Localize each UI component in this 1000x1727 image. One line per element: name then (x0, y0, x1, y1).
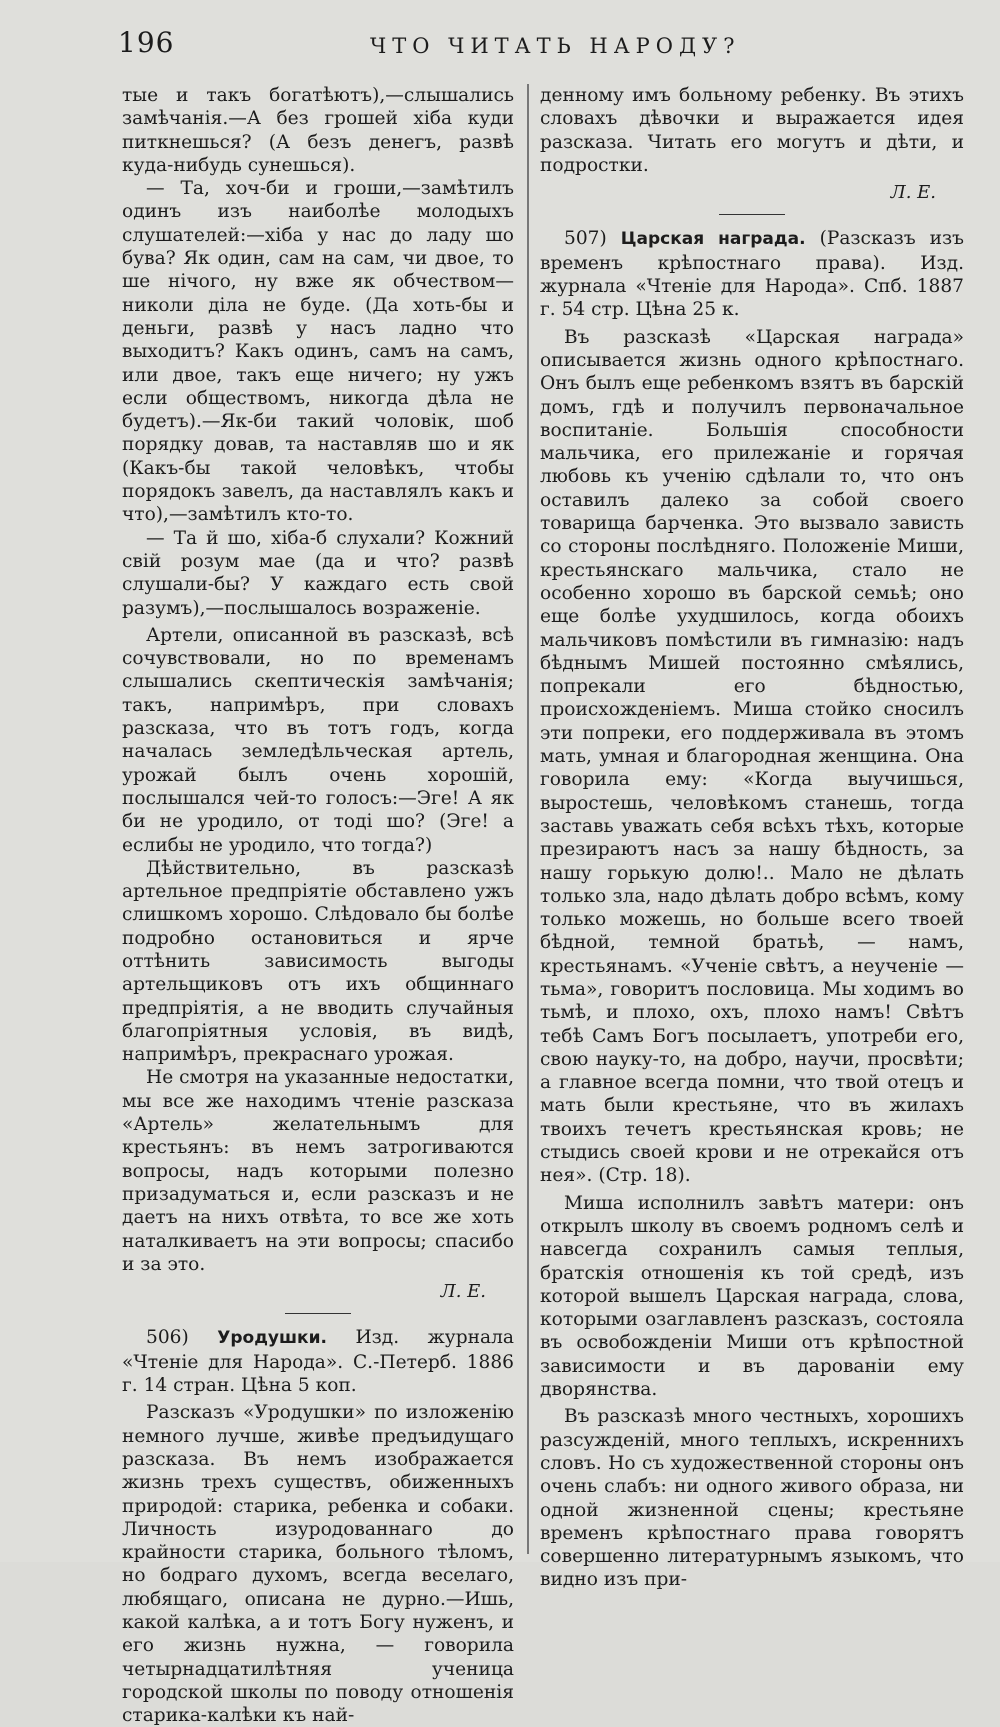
running-title: ЧТО ЧИТАТЬ НАРОДУ? (370, 34, 741, 58)
entry-info: Изд. журнала «Чтеніе для Народа». С.-Петерб. 1886 г. 14 стран. Цѣна 5 коп. (122, 1327, 514, 1397)
right-column (540, 84, 964, 1592)
entry-title: Царская награда. (620, 229, 806, 250)
page-number: 196 (118, 26, 175, 59)
paragraph: Не смотря на указанные недостатки, мы все же находимъ чтеніе разсказа «Артель» желательнымъ для крестьянъ: въ немъ затрогиваются вопросы, надъ которыми полезно призадуматься и, если разсказъ и не даетъ на нихъ отвѣта, то все же хоть наталкиваетъ на эти вопросы; спасибо и за это. (122, 1067, 514, 1275)
entry-heading (122, 1326, 514, 1397)
paragraph: денному имъ больному ребенку. Въ этихъ словахъ дѣвочки и выражается идея разсказа. Читать его могутъ и дѣти, и подростки. (540, 85, 964, 176)
paragraph: Въ разсказѣ много честныхъ, хорошихъ разсужденій, много теплыхъ, искреннихъ словъ. Но съ художественной стороны онъ очень слабъ: ни одного живого образа, ни одной жизненной сцены; крестьяне временъ крѣпостнаго права говорятъ совершенно литературнымъ языкомъ, что видно изъ при- (540, 1406, 964, 1591)
paragraph: — Та, хоч-би и гроши,—замѣтилъ одинъ изъ наиболѣе молодыхъ слушателей:—хіба у нас до ладу шо бува? Як один, сам на сам, чи двое, то ше нічого, ну вже як обчеством— николи діла не буде. (Да хоть-бы и деньги, развѣ у насъ ладно что выходитъ? Какъ одинъ, самъ на самъ, или двое, такъ еще ничего; ну ужъ если обществомъ, никогда дѣла не будетъ).—Як-би такий чоловік, шоб порядку довав, та наставляв шо и як (Какъ-бы такой человѣкъ, чтобы порядокъ завелъ, да наставлялъ какъ и что),—замѣтилъ кто-то. (122, 178, 514, 526)
entry-title: Уродушки. (217, 1328, 327, 1349)
entry-info: (Разсказъ изъ временъ крѣпостнаго права). Изд. журнала «Чтеніе для Народа». Спб. 1887 г. 54 стр. Цѣна 25 к. (540, 228, 964, 321)
entry-heading (540, 227, 964, 321)
paragraph: — Та й шо, хіба-б слухали? Кожний свій розум мае (да и что? развѣ слушали-бы? У каждаго есть свой разумъ),—послышалось возраженіе. (122, 527, 514, 619)
signature: Л. Е. (890, 182, 936, 204)
entry-number: 506) (146, 1327, 189, 1349)
paragraph: Артели, описанной въ разсказѣ, всѣ сочувствовали, но по временамъ слышались скептическія замѣчанія; такъ, напримѣръ, при словахъ разсказа, что въ тотъ годъ, когда началась земледѣльческая артель, урожай былъ очень хорошій, послышался чей-то голосъ:—Эге! А як би не уродило, от тоді шо? (Эге! а еслибы не уродило, что тогда?) (122, 624, 514, 856)
paragraph: Дѣйствительно, въ разсказѣ артельное предпріятіе обставлено ужъ слишкомъ хорошо. Слѣдовало бы болѣе подробно остановиться и ярче оттѣнить зависимость выгоды артельщиковъ отъ ихъ общиннаго предпріятія, а не вводить случайныя благопріятныя условія, въ видѣ, напримѣръ, прекраснаго урожая. (122, 857, 514, 1066)
signature: Л. Е. (440, 1281, 486, 1303)
column-divider (527, 84, 529, 1554)
paragraph: Разсказъ «Уродушки» по изложенію немного лучше, живѣе предъидущаго разсказа. Въ немъ изображается жизнь трехъ существъ, обиженныхъ природой: старика, ребенка и собаки. Личность изуродованнаго до крайности старика, больного тѣломъ, но бодраго духомъ, всегда веселаго, любящаго, описана не дурно.—Ишь, какой калѣка, а и тотъ Богу нуженъ, и его жизнь нужна, — говорила четырнадцатилѣтняя ученица городской школы по поводу отношенія старика-калѣки къ най- (122, 1402, 514, 1727)
section-divider (285, 1313, 351, 1314)
paragraph: тые и такъ богатѣютъ),—слышались замѣчанія.—А без грошей хіба куди питкнешься? (А безъ денегъ, развѣ куда-нибудь сунешься). (122, 85, 514, 176)
section-divider (719, 214, 785, 215)
paragraph: Миша исполнилъ завѣтъ матери: онъ открылъ школу въ своемъ родномъ селѣ и навсегда сохранилъ самыя теплыя, братскія отношенія къ той средѣ, изъ которой вышелъ Царская награда, слова, которыми озаглавленъ разсказъ, состояла въ освобожденіи Миши отъ крѣпостной зависимости и въ дарованіи ему дворянства. (540, 1192, 964, 1401)
page-header (118, 26, 960, 66)
paragraph: Въ разсказѣ «Царская награда» описывается жизнь одного крѣпостнаго. Онъ былъ еще ребенкомъ взятъ въ барскій домъ, гдѣ и получилъ первоначальное воспитаніе. Большія способности мальчика, его прилежаніе и горячая любовь къ ученію сдѣлали то, что онъ оставилъ далеко за собой своего товарища барченка. Это вызвало зависть со стороны послѣдняго. Положеніе Миши, крестьянскаго мальчика, стало не особенно хорошо въ барской семьѣ; оно еще болѣе ухудшилось, когда обоихъ мальчиковъ помѣстили въ гимназію: надъ бѣднымъ Мишей постоянно смѣялись, попрекали его бѣдностью, происхожденіемъ. Миша стойко сносилъ эти попреки, его поддерживала въ этомъ мать, умная и благородная женщина. Она говорила ему: «Когда выучишься, выростешь, человѣкомъ станешь, тогда заставь уважать себя всѣхъ тѣхъ, которые презираютъ насъ за нашу бѣдность, за нашу горькую долю!.. Мало не дѣлать только зла, надо дѣлать добро всѣмъ, кому только можешь, но больше всего твоей бѣдной, темной братьѣ, — намъ, крестьянамъ. «Ученіе свѣтъ, а неученіе — тьма», говоритъ пословица. Мы ходимъ во тьмѣ, и плохо, охъ, плохо намъ! Свѣтъ тебѣ Самъ Богъ посылаетъ, употреби его, свою науку-то, на добро, научи, просвѣти; а главное всегда помни, что твой отецъ и мать были крестьяне, что въ жилахъ твоихъ течетъ крестьянская кровь; не стыдись своей крови и не отрекайся отъ нея». (Стр. 18). (540, 326, 964, 1187)
entry-number: 507) (564, 228, 607, 250)
left-column (122, 84, 514, 1727)
